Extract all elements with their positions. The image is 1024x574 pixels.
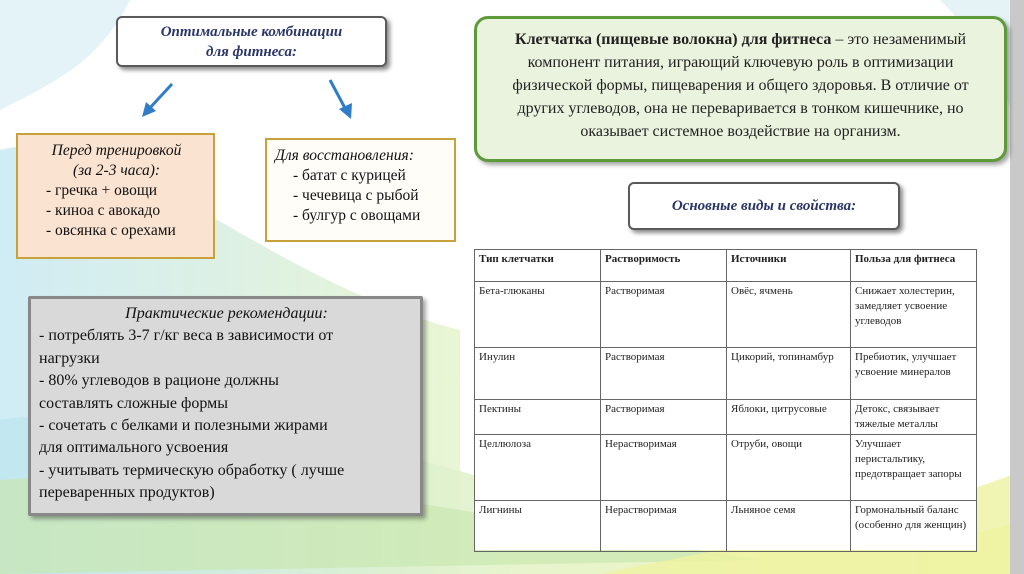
pre-workout-item: - гречка + овощи bbox=[46, 182, 158, 199]
types-title-box bbox=[628, 182, 900, 230]
table-cell: Детокс, связывает тяжелые металлы bbox=[851, 400, 977, 435]
arrow-down-left-icon bbox=[138, 80, 178, 120]
table-row bbox=[475, 435, 977, 501]
pre-workout-heading2: (за 2-3 часа): bbox=[72, 162, 161, 179]
table-cell: Улучшает перистальтику, предотвращает запоры bbox=[851, 435, 977, 501]
fiber-intro-text: – это незаменимый компонент питания, играющий ключевую роль в оптимизации физической формы, пищеварения и общего здоровья. В отличие от других углеводов, она не переваривается в тонком кишечнике, но оказывает системное воздействие на организм. bbox=[512, 31, 969, 140]
table-cell: Яблоки, цитрусовые bbox=[727, 400, 851, 435]
table-row bbox=[475, 282, 977, 348]
table-cell: Пребиотик, улучшает усвоение минералов bbox=[851, 348, 977, 400]
combos-title-box bbox=[116, 16, 387, 67]
table-row bbox=[475, 501, 977, 552]
table-cell: Бета-глюканы bbox=[475, 282, 601, 348]
table-header-row bbox=[475, 250, 977, 282]
tips-line: - 80% углеводов в рационе должны bbox=[39, 372, 279, 390]
table-cell: Растворимая bbox=[601, 282, 727, 348]
table-cell: Пектины bbox=[475, 400, 601, 435]
table-cell: Цикорий, топинамбур bbox=[727, 348, 851, 400]
fiber-intro-bold: Клетчатка (пищевые волокна) для фитнеса bbox=[514, 31, 832, 48]
table-cell: Отруби, овощи bbox=[727, 435, 851, 501]
table-cell: Нерастворимая bbox=[601, 501, 727, 552]
practical-tips-box bbox=[28, 296, 423, 516]
fiber-intro-box bbox=[474, 16, 1007, 162]
table-cell: Льняное семя bbox=[727, 501, 851, 552]
table-header-cell: Тип клетчатки bbox=[475, 250, 601, 282]
recovery-item: - булгур с овощами bbox=[293, 207, 421, 224]
pre-workout-item: - киноа с авокадо bbox=[46, 202, 161, 219]
right-edge-strip bbox=[1010, 0, 1024, 574]
types-title: Основные виды и свойства: bbox=[671, 197, 857, 214]
pre-workout-item: - овсянка с орехами bbox=[46, 222, 176, 239]
table-cell: Лигнины bbox=[475, 501, 601, 552]
table-cell: Гормональный баланс (особенно для женщин) bbox=[851, 501, 977, 552]
table-header-cell: Источники bbox=[727, 250, 851, 282]
tips-line: составлять сложные формы bbox=[39, 394, 229, 412]
table-cell: Растворимая bbox=[601, 400, 727, 435]
tips-line: нагрузки bbox=[39, 349, 100, 367]
combos-title-line2: для фитнеса: bbox=[206, 43, 297, 60]
combos-title-line1: Оптимальные комбинации bbox=[160, 23, 343, 40]
tips-line: - сочетать с белками и полезными жирами bbox=[39, 417, 328, 435]
table-header-cell: Польза для фитнеса bbox=[851, 250, 977, 282]
table-cell: Инулин bbox=[475, 348, 601, 400]
pre-workout-box bbox=[16, 133, 215, 259]
table-cell: Растворимая bbox=[601, 348, 727, 400]
table-header-cell: Растворимость bbox=[601, 250, 727, 282]
table-row bbox=[475, 348, 977, 400]
table-cell: Нерастворимая bbox=[601, 435, 727, 501]
recovery-item: - чечевица с рыбой bbox=[293, 187, 419, 204]
arrow-down-right-icon bbox=[326, 76, 358, 122]
table-cell: Целлюлоза bbox=[475, 435, 601, 501]
tips-line: для оптимального усвоения bbox=[39, 439, 229, 457]
table-row bbox=[475, 400, 977, 435]
table-cell: Овёс, ячмень bbox=[727, 282, 851, 348]
table-cell: Снижает холестерин, замедляет усвоение углеводов bbox=[851, 282, 977, 348]
recovery-heading: Для восстановления: bbox=[275, 147, 414, 164]
tips-heading: Практические рекомендации: bbox=[125, 305, 328, 322]
tips-line: переваренных продуктов) bbox=[39, 484, 215, 502]
tips-line: - учитывать термическую обработку ( лучше bbox=[39, 461, 345, 479]
fiber-table bbox=[474, 249, 977, 552]
recovery-box bbox=[265, 138, 456, 242]
recovery-item: - батат с курицей bbox=[293, 167, 406, 184]
fiber-table-container bbox=[474, 249, 976, 550]
pre-workout-heading1: Перед тренировкой bbox=[51, 142, 182, 159]
tips-line: - потреблять 3-7 г/кг веса в зависимости от bbox=[39, 327, 334, 345]
